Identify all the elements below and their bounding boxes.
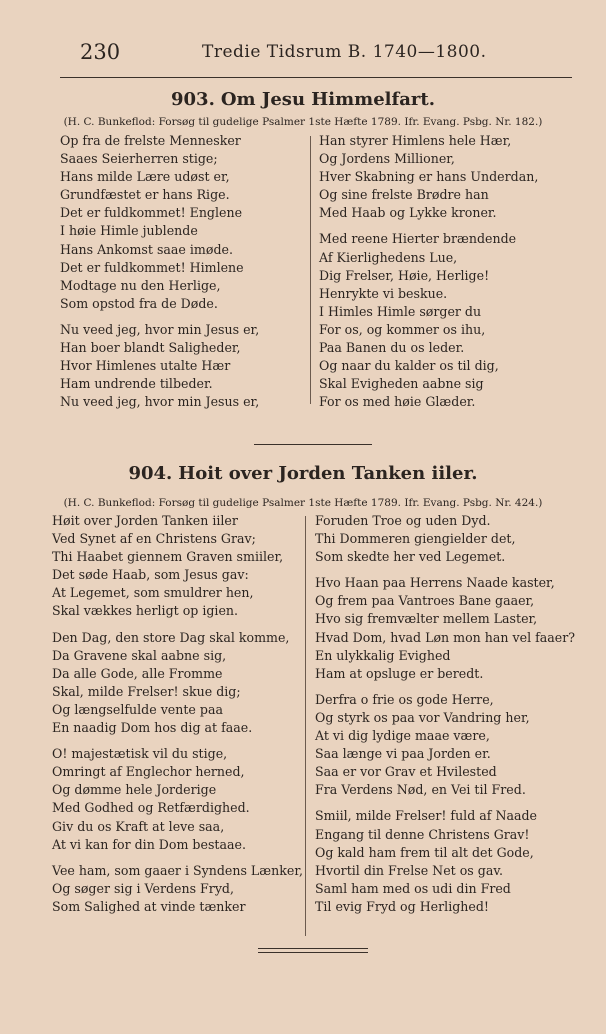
stanza — [315, 574, 575, 683]
stanza — [315, 512, 575, 566]
verse-line: Op fra de frelste Mennesker — [60, 133, 241, 148]
verse-line: Modtage nu den Herlige, — [60, 277, 221, 293]
verse-line: En naadig Dom hos dig at faae. — [52, 720, 253, 736]
header-rule — [60, 77, 572, 78]
verse-line: Som skedte her ved Legemet. — [315, 549, 506, 565]
verse-line: At vi kan for din Dom bestaae. — [52, 836, 246, 852]
verse-line: Hvortil din Frelse Net os gav. — [315, 862, 503, 878]
verse-line: Med Haab og Lykke kroner. — [319, 205, 497, 221]
stanza-gap — [315, 683, 575, 691]
verse-line: For os, og kommer os ihu, — [319, 321, 486, 337]
verse-line: Foruden Troe og uden Dyd. — [315, 513, 491, 528]
verse-line: Og naar du kalder os til dig, — [319, 358, 499, 374]
page-number: 230 — [80, 40, 121, 64]
verse-line: Ved Synet af en Christens Grav; — [52, 531, 256, 547]
verse-line: Den Dag, den store Dag skal komme, — [52, 629, 290, 645]
verse-line: Til evig Fryd og Herlighed! — [315, 898, 489, 914]
verse-line: Hvor Himlenes utalte Hær — [60, 358, 231, 374]
verse-line: Saml ham med os udi din Fred — [315, 880, 511, 896]
verse-line: Og længselfulde vente paa — [52, 701, 223, 717]
verse-line: Dig Frelser, Høie, Herlige! — [319, 267, 490, 283]
verse-line: Hvad Dom, hvad Løn mon han vel faaer? — [315, 629, 576, 645]
verse-line: Ham at opsluge er beredt. — [315, 665, 484, 681]
verse-line: Han boer blandt Saligheder, — [60, 340, 241, 356]
verse-line: Og søger sig i Verdens Fryd, — [52, 880, 235, 896]
verse-line: Grundfæstet er hans Rige. — [60, 187, 230, 203]
verse-line: Skal, milde Frelser! skue dig; — [52, 683, 241, 699]
verse-line: Nu veed jeg, hvor min Jesus er, — [60, 321, 260, 337]
verse-line: Skal vækkes herligt op igien. — [52, 603, 239, 619]
verse-line: Saa er vor Grav et Hvilested — [315, 764, 497, 780]
verse-line: Paa Banen du os leder. — [319, 340, 465, 356]
hymn-left-column — [60, 132, 259, 411]
verse-line: Thi Haabet giennem Graven smiiler, — [52, 549, 284, 565]
stanza — [315, 691, 575, 800]
verse-line: Da Gravene skal aabne sig, — [52, 647, 227, 663]
verse-line: Og styrk os paa vor Vandring her, — [315, 709, 530, 725]
verse-line: I høie Himle jublende — [60, 223, 198, 239]
verse-line: Og frem paa Vantroes Bane gaaer, — [315, 593, 535, 609]
verse-line: Hver Skabning er hans Underdan, — [319, 169, 539, 185]
stanza — [52, 512, 303, 621]
hymn-number: 903. — [171, 89, 215, 110]
verse-line: Af Kierlighedens Lue, — [319, 249, 458, 265]
stanza-gap — [52, 737, 303, 745]
hymn-title-text: Hoit over Jorden Tanken iiler. — [178, 463, 478, 484]
verse-line: Det søde Haab, som Jesus gav: — [52, 567, 249, 583]
hymn-right-column — [315, 512, 575, 916]
hymn-left-column — [52, 512, 303, 916]
verse-line: Engang til denne Christens Grav! — [315, 826, 530, 842]
hymn-number: 904. — [128, 463, 173, 484]
running-title: Tredie Tidsrum B. 1740—1800. — [202, 42, 487, 62]
verse-line: I Himles Himle sørger du — [319, 303, 482, 319]
stanza — [319, 230, 538, 411]
stanza-gap — [315, 799, 575, 807]
verse-line: Det er fuldkommet! Englene — [60, 205, 243, 221]
verse-line: Og dømme hele Jorderige — [52, 782, 217, 798]
verse-line: Han styrer Himlens hele Hær, — [319, 133, 512, 148]
verse-line: Det er fuldkommet! Himlene — [60, 259, 244, 275]
verse-line: O! majestætisk vil du stige, — [52, 746, 228, 762]
verse-line: Og sine frelste Brødre han — [319, 187, 489, 203]
verse-line: Saaes Seierherren stige; — [60, 151, 218, 167]
stanza-gap — [60, 313, 259, 321]
verse-line: Giv du os Kraft at leve saa, — [52, 818, 225, 834]
verse-line: Omringt af Englechor herned, — [52, 764, 245, 780]
verse-line: Med Godhed og Retfærdighed. — [52, 800, 250, 816]
verse-line: Ham undrende tilbeder. — [60, 376, 213, 392]
verse-line: Thi Dommeren giengielder det, — [315, 531, 516, 547]
verse-line: Nu veed jeg, hvor min Jesus er, — [60, 394, 260, 410]
stanza-gap — [315, 566, 575, 574]
verse-line: Hvo sig fremvælter mellem Laster, — [315, 611, 538, 627]
running-head — [80, 40, 530, 68]
stanza-gap — [52, 854, 303, 862]
verse-line: Og Jordens Millioner, — [319, 151, 455, 167]
verse-line: At Legemet, som smuldrer hen, — [52, 585, 254, 601]
hymn-source: (H. C. Bunkeflod: Forsøg til gudelige Psalmer 1ste Hæfte 1789. Ifr. Evang. Psbg. Nr. 182.) — [63, 116, 543, 128]
verse-line: Skal Evigheden aabne sig — [319, 376, 484, 392]
column-divider — [310, 136, 311, 404]
hymn-title — [0, 89, 606, 110]
verse-line: Da alle Gode, alle Fromme — [52, 665, 223, 681]
verse-line: Hvo Haan paa Herrens Naade kaster, — [315, 575, 555, 591]
verse-line: Derfra o frie os gode Herre, — [315, 691, 494, 707]
verse-line: For os med høie Glæder. — [319, 394, 476, 410]
hymn-title — [0, 463, 606, 484]
stanza — [52, 862, 303, 916]
stanza — [319, 132, 538, 222]
verse-line: Som Salighed at vinde tænker — [52, 898, 246, 914]
hymn-source: (H. C. Bunkeflod: Forsøg til gudelige Psalmer 1ste Hæfte 1789. Ifr. Evang. Psbg. Nr. 424.) — [63, 497, 543, 509]
hymn-title-text: Om Jesu Himmelfart. — [220, 89, 435, 110]
stanza — [60, 132, 259, 313]
stanza-gap — [52, 621, 303, 629]
verse-line: Og kald ham frem til alt det Gode, — [315, 844, 534, 860]
verse-line: Saa længe vi paa Jorden er. — [315, 746, 491, 762]
verse-line: Vee ham, som gaaer i Syndens Lænker, — [52, 862, 303, 878]
verse-line: En ulykkalig Evighed — [315, 647, 451, 663]
verse-line: Høit over Jorden Tanken iiler — [52, 513, 238, 528]
stanza-gap — [319, 222, 538, 230]
verse-line: Hans milde Lære udøst er, — [60, 169, 230, 185]
hymn-right-column — [319, 132, 538, 411]
verse-line: Som opstod fra de Døde. — [60, 295, 218, 311]
stanza — [52, 745, 303, 854]
end-double-rule — [258, 948, 368, 953]
verse-line: Med reene Hierter brændende — [319, 231, 517, 247]
verse-line: Hans Ankomst saae imøde. — [60, 241, 233, 257]
verse-line: At vi dig lydige maae være, — [315, 728, 490, 744]
stanza — [60, 321, 259, 411]
column-divider — [305, 516, 306, 936]
verse-line: Henrykte vi beskue. — [319, 285, 448, 301]
stanza — [315, 807, 575, 916]
stanza — [52, 629, 303, 738]
section-divider-rule — [254, 444, 372, 445]
verse-line: Fra Verdens Nød, en Vei til Fred. — [315, 782, 526, 798]
verse-line: Smiil, milde Frelser! fuld af Naade — [315, 808, 538, 824]
